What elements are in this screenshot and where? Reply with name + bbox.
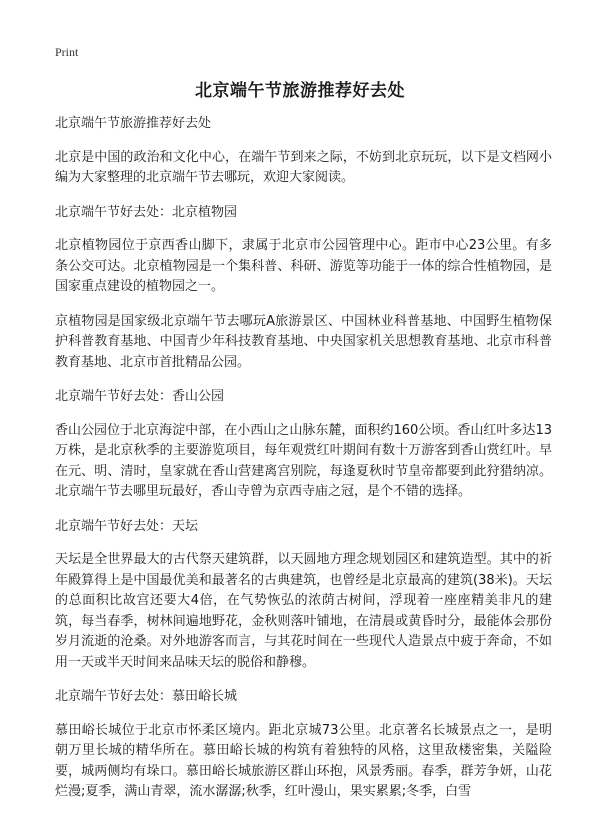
section-heading-mutianyu: 北京端午节好去处：慕田峪长城	[55, 689, 238, 704]
article-subtitle: 北京端午节旅游推荐好去处	[55, 116, 212, 131]
paragraph-mutianyu: 慕田峪长城位于北京市怀柔区境内。距北京城73公里。北京著名长城景点之一，是明朝万里长城的精华所在。慕田峪长城的构筑有着独特的风格，这里敌楼密集，关隘险要，城两侧均有垛口。慕田峪长城旅游区群山环抱，风景秀丽。春季，群芳争妍，山花烂漫;夏季，满山青翠，流水潺潺;秋季，红叶漫山，果实累累;冬季，白雪	[55, 722, 552, 799]
page-title: 北京端午节旅游推荐好去处	[195, 81, 405, 101]
section-heading-fragrant-hills: 北京端午节好去处：香山公园	[55, 389, 225, 404]
paragraph-intro: 北京是中国的政治和文化中心，在端午节到来之际，不妨到北京玩玩，以下是文档网小编为大家整理的北京端午节去哪玩，欢迎大家阅读。	[55, 149, 552, 185]
section-heading-temple-of-heaven: 北京端午节好去处：天坛	[55, 518, 199, 534]
print-link[interactable]: Print	[55, 45, 79, 59]
paragraph-botanical-garden-2: 京植物园是国家级北京端午节去哪玩A旅游景区、中国林业科普基地、中国野生植物保护科普教育基地、中国青少年科技教育基地、中央国家机关思想教育基地、北京市科普教育基地、北京市首批精品公园。	[55, 313, 552, 370]
paragraph-temple-of-heaven: 天坛是全世界最大的古代祭天建筑群，以天圆地方理念规划园区和建筑造型。其中的祈年殿算得上是中国最优美和最著名的古典建筑，也曾经是北京最高的建筑(38米)。天坛的总面积比故宫还要大4倍，在气势恢弘的浓荫古树间，浮现着一座座精美非凡的建筑，每当春季，树林间遍地野花，金秋则落叶铺地，在清晨或黄昏时分，最能体会那份岁月流逝的沧桑。对外地游客而言，与其花时间在一些现代人造景点中疲于奔命，不如用一天或半天时间来品味天坛的脱俗和静穆。	[55, 552, 552, 670]
section-heading-botanical-garden: 北京端午节好去处：北京植物园	[55, 204, 238, 220]
paragraph-fragrant-hills: 香山公园位于北京海淀中部，在小西山之山脉东麓，面积约160公顷。香山红叶多达13万株，是北京秋季的主要游览项目，每年观赏红叶期间有数十万游客到香山赏红叶。早在元、明、清时，皇家就在香山营建离宫别院，每逢夏秋时节皇帝都要到此狩猎纳凉。北京端午节去哪里玩最好，香山寺曾为京西寺庙之冠，是个不错的选择。	[55, 422, 552, 499]
paragraph-botanical-garden-1: 北京植物园位于京西香山脚下，隶属于北京市公园管理中心。距市中心23公里。有多条公交可达。北京植物园是一个集科普、科研、游览等功能于一体的综合性植物园，是国家重点建设的植物园之一。	[55, 238, 552, 294]
article-body	[55, 114, 552, 817]
